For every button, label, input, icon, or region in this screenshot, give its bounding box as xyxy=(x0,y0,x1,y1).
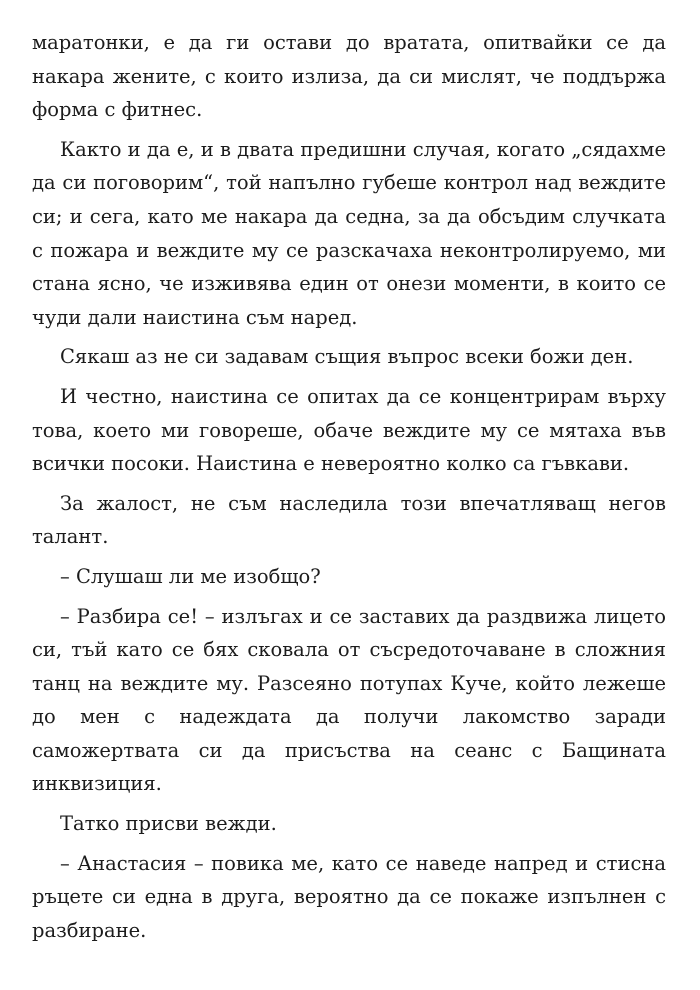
book-page-text xyxy=(32,26,666,953)
paragraph-9: – Анастасия – повика ме, като се наведе напред и стисна ръцете си една в друга, вероятно да се покаже изпълнен с разбиране. xyxy=(32,851,666,942)
paragraph-2: Както и да е, и в двата предишни случая, когато „сядахме да си поговорим“, той напълно губеше контрол над веждите си; и сега, като ме накара да седна, за да обсъдим случката с пожара и веждите му се разскачаха неконтролируемо, ми стана ясно, че изживява един от онези моменти, в които се чуди дали наистина съм наред. xyxy=(32,137,666,329)
paragraph-8: Татко присви вежди. xyxy=(60,812,277,836)
paragraph-1: маратонки, е да ги остави до вратата, опитвайки се да накара жените, с които излиза, да си мислят, че поддържа форма с фитнес. xyxy=(32,31,666,122)
paragraph-3: Сякаш аз не си задавам същия въпрос всеки божи ден. xyxy=(60,345,634,369)
paragraph-4: И честно, наистина се опитах да се концентрирам върху това, което ми говореше, обаче веждите му се мятаха във всички посоки. Наистина е невероятно колко са гъвкави. xyxy=(32,384,666,476)
paragraph-7: – Разбира се! – излъгах и се заставих да раздвижа лицето си, тъй като се бях сковала от съсредоточаване в сложния танц на веждите му. Разсеяно потупах Куче, който лежеше до мен с надеждата да получи лакомство заради саможертвата си да присъства на сеанс с Бащината инквизиция. xyxy=(32,604,666,796)
paragraph-5: За жалост, не съм наследила този впечатляващ негов талант. xyxy=(32,491,666,549)
paragraph-6: – Слушаш ли ме изобщо? xyxy=(60,564,321,588)
